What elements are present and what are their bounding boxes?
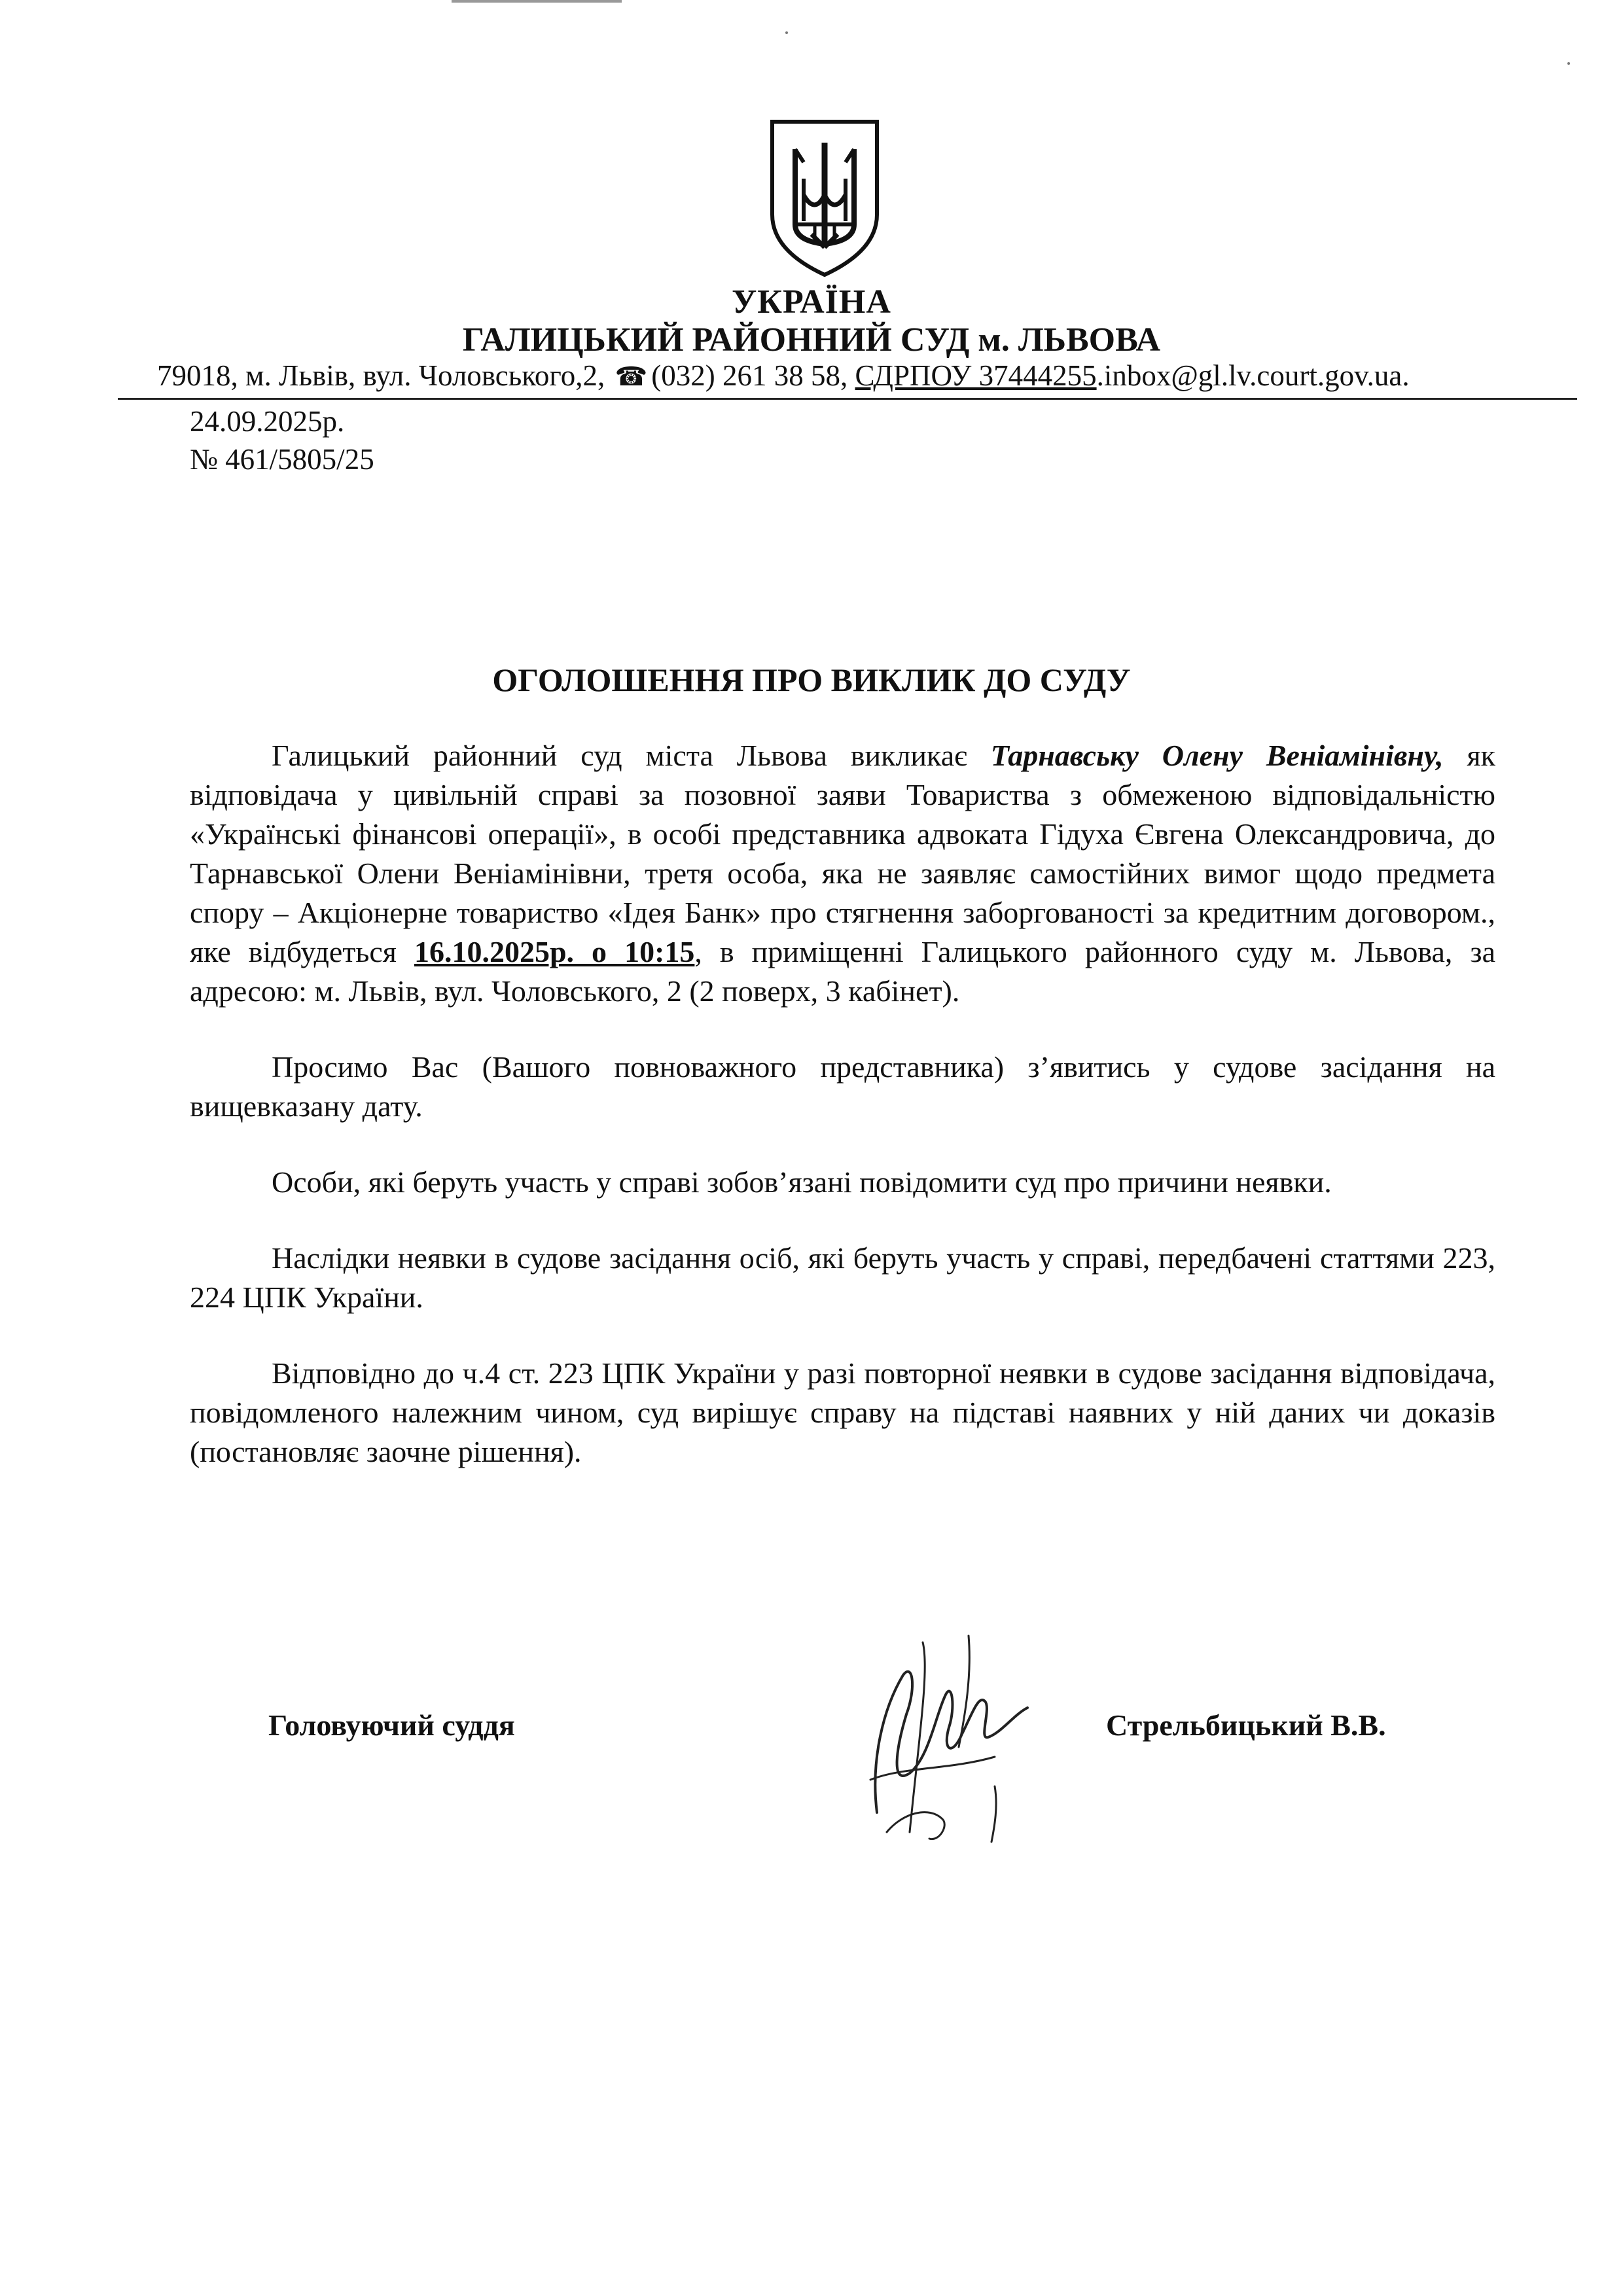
defendant-name: Тарнавську Олену Веніамінівну,: [990, 739, 1444, 772]
handwritten-signature: [831, 1616, 1041, 1852]
header-divider: [118, 398, 1577, 400]
paragraph-default-judgment: Відповідно до ч.4 ст. 223 ЦПК України у разі повторної неявки в судове засідання відповідача, повідомленого належним чином, суд вирішує справу на підставі наявних у ній даних чи доказів (постановляє заочне рішення).: [190, 1356, 1495, 1468]
summons-location: , в приміщенні Галицького районного суду м. Львова, за адресою: м. Львів, вул. Чоловського, 2 (2 поверх, 3 кабінет).: [190, 935, 1495, 1008]
summons-intro: Галицький районний суд міста Львова викликає: [272, 739, 991, 772]
country-heading: УКРАЇНА: [732, 283, 891, 321]
judge-name: Стрельбицький В.В.: [1106, 1708, 1386, 1742]
paragraph-consequences: Наслідки неявки в судове засідання осіб, які беруть участь у справі, передбачені статтями 223, 224 ЦПК України.: [190, 1241, 1495, 1314]
court-phone: (032) 261 38 58,: [651, 359, 848, 392]
scan-speck: [1567, 62, 1570, 65]
court-edrpou: СДРПОУ 37444255: [855, 359, 1097, 392]
document-date: 24.09.2025р.: [190, 405, 345, 438]
paragraph-request: Просимо Вас (Вашого повноважного представника) з’явитись у судове засідання на вищевказану дату.: [190, 1050, 1495, 1123]
scan-artifact: [452, 0, 622, 3]
court-email[interactable]: .inbox@gl.lv.court.gov.ua.: [1096, 359, 1410, 392]
court-contacts: [157, 359, 1558, 393]
page-title: ОГОЛОШЕННЯ ПРО ВИКЛИК ДО СУДУ: [492, 662, 1131, 698]
paragraph-summons: [190, 736, 1495, 1011]
trident-emblem-icon: [766, 116, 883, 280]
phone-icon: ☎: [615, 362, 648, 391]
notice-body: [190, 736, 1495, 1508]
scan-speck: [785, 31, 788, 34]
court-address: 79018, м. Львів, вул. Чоловського,2,: [157, 359, 605, 392]
court-heading: ГАЛИЦЬКИЙ РАЙОННИЙ СУД м. ЛЬВОВА: [462, 321, 1161, 359]
summons-details: як відповідача у цивільній справі за позовної заяви Товариства з обмеженою відповідальністю «Українські фінансові операції», в особі представника адвоката Гідуха Євгена Олександровича, до Тарнавської Олени Веніамінівни, третя особа, яка не заявляє самостійних вимог щодо предмета спору – Акціонерне товариство «Ідея Банк» про стягнення заборгованості за кредитним договором., яке відбудеться: [190, 739, 1495, 968]
hearing-datetime: 16.10.2025р. о 10:15: [414, 935, 695, 968]
paragraph-obligation: Особи, які беруть участь у справі зобов’язані повідомити суд про причини неявки.: [272, 1165, 1332, 1199]
document-number: № 461/5805/25: [190, 443, 374, 476]
judge-role: Головуючий суддя: [268, 1708, 515, 1742]
